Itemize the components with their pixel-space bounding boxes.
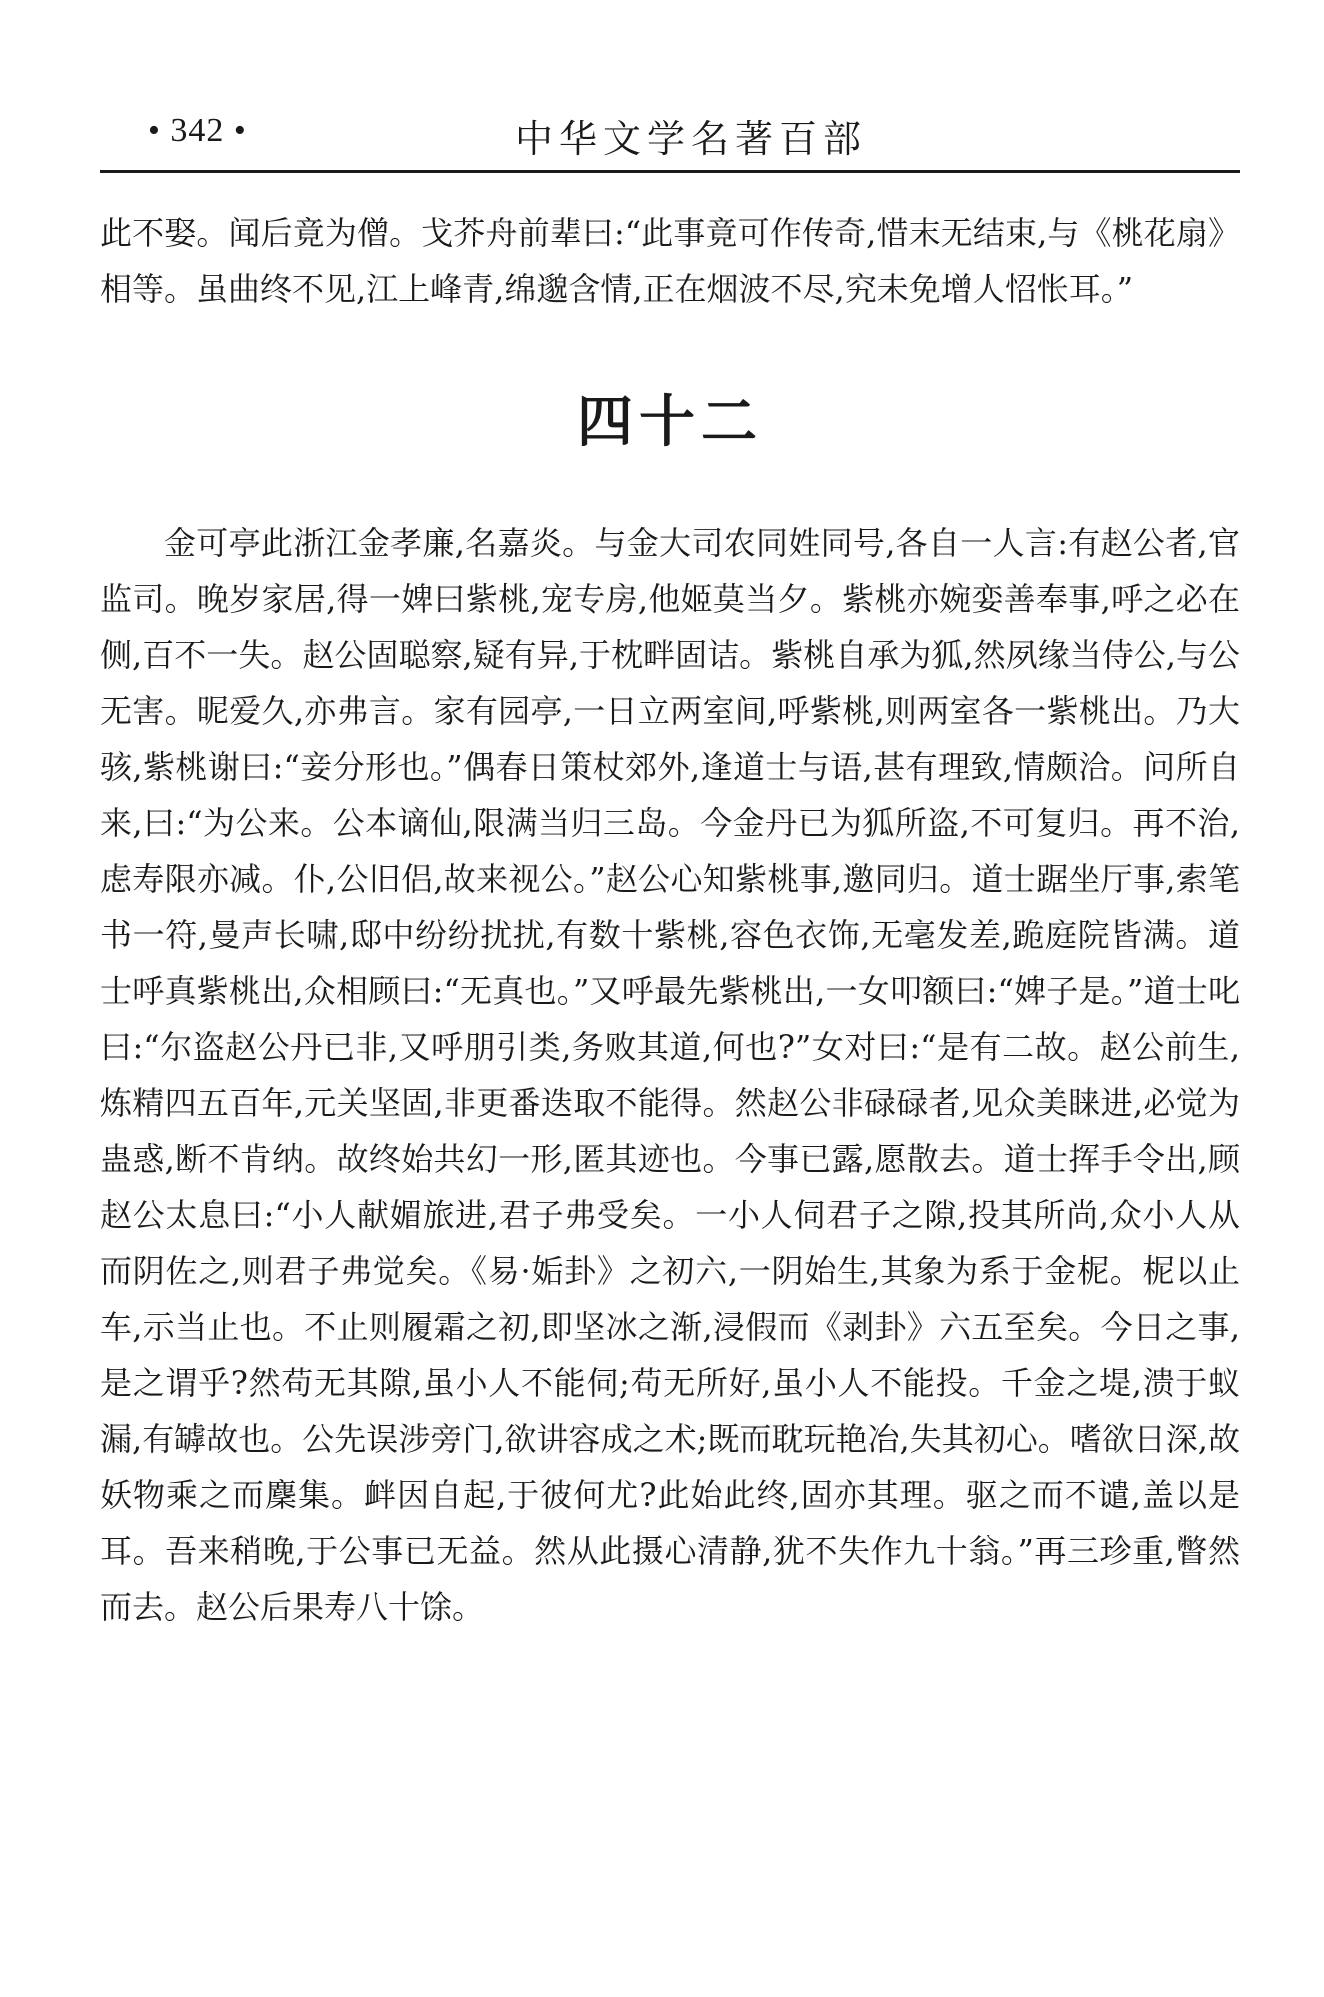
section-heading: 四十二 — [577, 389, 763, 455]
page-header — [100, 108, 1240, 170]
running-title: 中华文学名著百部 — [515, 117, 868, 161]
continued-paragraph: 此不娶。闻后竟为僧。戈芥舟前辈曰:“此事竟可作传奇,惜末无结束,与《桃花扇》相等。虽曲终不见,江上峰青,绵邈含情,正在烟波不尽,究未免增人怊怅耳。” — [100, 214, 1240, 308]
page-number: • 342 • — [148, 112, 247, 149]
page-body — [100, 205, 1240, 1635]
body-paragraph: 金可亭此浙江金孝廉,名嘉炎。与金大司农同姓同号,各自一人言:有赵公者,官监司。晚岁家居,得一婢曰紫桃,宠专房,他姬莫当夕。紫桃亦婉娈善奉事,呼之必在侧,百不一失。赵公固聪察,疑有异,于枕畔固诘。紫桃自承为狐,然夙缘当侍公,与公无害。昵爱久,亦弗言。家有园亭,一日立两室间,呼紫桃,则两室各一紫桃出。乃大骇,紫桃谢曰:“妾分形也。”偶春日策杖郊外,逢道士与语,甚有理致,情颇洽。问所自来,曰:“为公来。公本谪仙,限满当归三岛。今金丹已为狐所盗,不可复归。再不治,虑寿限亦减。仆,公旧侣,故来视公。”赵公心知紫桃事,邀同归。道士踞坐厅事,索笔书一符,曼声长啸,邸中纷纷扰扰,有数十紫桃,容色衣饰,无毫发差,跪庭院皆满。道士呼真紫桃出,众相顾曰:“无真也。”又呼最先紫桃出,一女叩额曰:“婢子是。”道士叱曰:“尔盗赵公丹已非,又呼朋引类,务败其道,何也?”女对曰:“是有二故。赵公前生,炼精四五百年,元关坚固,非更番迭取不能得。然赵公非碌碌者,见众美睐进,必觉为蛊惑,断不肯纳。故终始共幻一形,匿其迹也。今事已露,愿散去。道士挥手令出,顾赵公太息曰:“小人献媚旅进,君子弗受矣。一小人伺君子之隙,投其所尚,众小人从而阴佐之,则君子弗觉矣。《易·姤卦》之初六,一阴始生,其象为系于金柅。柅以止车,示当止也。不止则履霜之初,即坚冰之渐,浸假而《剥卦》六五至矣。今日之事,是之谓乎?然苟无其隙,虽小人不能伺;苟无所好,虽小人不能投。千金之堤,溃于蚁漏,有罅故也。公先误涉旁门,欲讲容成之术;既而耽玩艳冶,失其初心。嗜欲日深,故妖物乘之而麇集。衅因自起,于彼何尤?此始此终,固亦其理。驱之而不谴,盖以是耳。吾来稍晚,于公事已无益。然从此摄心清静,犹不失作九十翁。”再三珍重,瞥然而去。赵公后果寿八十馀。 — [100, 524, 1240, 1626]
header-rule — [100, 170, 1240, 173]
